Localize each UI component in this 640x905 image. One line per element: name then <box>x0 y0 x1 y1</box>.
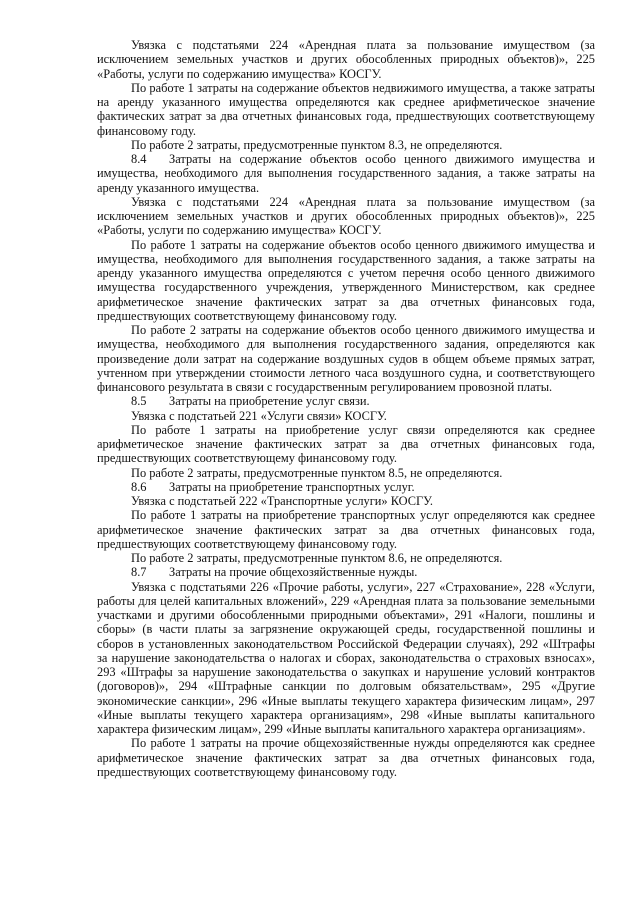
section-heading: Затраты на прочие общехозяйственные нужды. <box>169 565 418 580</box>
paragraph: По работе 2 затраты, предусмотренные пунктом 8.5, не определяются. <box>131 465 503 480</box>
section-number: 8.7 <box>131 565 147 580</box>
section-heading: Затраты на содержание объектов особо ценного движимого имущества и имущества, необходимого для выполнения государственного задания, а также затраты на аренду указанного имущества. <box>97 152 595 195</box>
document-page <box>97 38 595 779</box>
section-heading: Затраты на приобретение транспортных услуг. <box>169 479 415 494</box>
section-number: 8.6 <box>131 479 147 494</box>
paragraph: Увязка с подстатьей 222 «Транспортные услуги» КОСГУ. <box>131 494 434 508</box>
paragraph: По работе 2 затраты, предусмотренные пунктом 8.6, не определяются. <box>131 551 503 565</box>
paragraph: По работе 1 затраты на приобретение транспортных услуг определяются как среднее арифметическое значение фактических затрат за два отчетных финансовых года, предшествующих соответствующему финансовому году. <box>97 508 595 551</box>
section-number: 8.4 <box>131 152 147 166</box>
section-8-7 <box>97 565 595 579</box>
paragraph: Увязка с подстатьями 226 «Прочие работы, услуги», 227 «Страхование», 228 «Услуги, работы для целей капитальных вложений», 229 «Арендная плата за пользование земельными участками и другими обособленными природными объектами», 291 «Налоги, пошлины и сборы» (в части платы за загрязнение окружающей среды, государственной пошлины и сборов в установленных законодательством Российской Федерации случаях), 292 «Штрафы за нарушение законодательства о налогах и сборах, законодательства о страховых взносах», 293 «Штрафы за нарушение законодательства о закупках и нарушение условий контрактов (договоров)», 294 «Штрафные санкции по долговым обязательствам», 295 «Другие экономические санкции», 296 «Иные выплаты текущего характера физическим лицам», 297 «Иные выплаты текущего характера организациям», 298 «Иные выплаты капитального характера физическим лицам», 299 «Иные выплаты капитального характера организациям». <box>97 579 595 736</box>
section-8-6 <box>97 480 595 494</box>
paragraph: Увязка с подстатьей 221 «Услуги связи» КОСГУ. <box>131 408 387 423</box>
section-8-4 <box>97 152 595 195</box>
paragraph: Увязка с подстатьями 224 «Арендная плата за пользование имуществом (за исключением земельных участков и других обособленных природных объектов)», 225 «Работы, услуги по содержанию имущества» КОСГУ. <box>97 194 595 238</box>
paragraph: По работе 2 затраты на содержание объектов особо ценного движимого имущества и имущества, необходимого для выполнения государственного задания, определяются как произведение доли затрат на содержание воздушных судов в общем объеме прямых затрат, учтенном при утверждении стоимости летного часа воздушного судна, и соответствующего финансового результата в связи с государственным регулированием провозной платы. <box>97 323 595 394</box>
section-heading: Затраты на приобретение услуг связи. <box>169 394 370 409</box>
paragraph: По работе 2 затраты, предусмотренные пунктом 8.3, не определяются. <box>131 137 503 152</box>
paragraph: По работе 1 затраты на содержание объектов недвижимого имущества, а также затраты на аренду указанного имущества определяются как среднее арифметическое значение фактических затрат за два отчетных финансовых года, предшествующих соответствующему финансовому году. <box>97 80 595 138</box>
paragraph: По работе 1 затраты на прочие общехозяйственные нужды определяются как среднее арифметическое значение фактических затрат за два отчетных финансовых года, предшествующих соответствующему финансовому году. <box>97 736 595 779</box>
section-8-5 <box>97 394 595 408</box>
paragraph: По работе 1 затраты на содержание объектов особо ценного движимого имущества и имущества, необходимого для выполнения государственного задания, а также затраты на аренду указанного имущества определяются с учетом перечня особо ценного движимого имущества государственного учреждения, утвержденного Министерством, как среднее арифметическое значение фактических затрат за два отчетных финансовых года, предшествующих соответствующему финансовому году. <box>97 237 595 323</box>
paragraph: По работе 1 затраты на приобретение услуг связи определяются как среднее арифметическое значение фактических затрат за два отчетных финансовых года, предшествующих соответствующему финансовому году. <box>97 422 595 466</box>
paragraph: Увязка с подстатьями 224 «Арендная плата за пользование имуществом (за исключением земельных участков и других обособленных природных объектов)», 225 «Работы, услуги по содержанию имущества» КОСГУ. <box>97 38 595 81</box>
section-number: 8.5 <box>131 394 147 409</box>
